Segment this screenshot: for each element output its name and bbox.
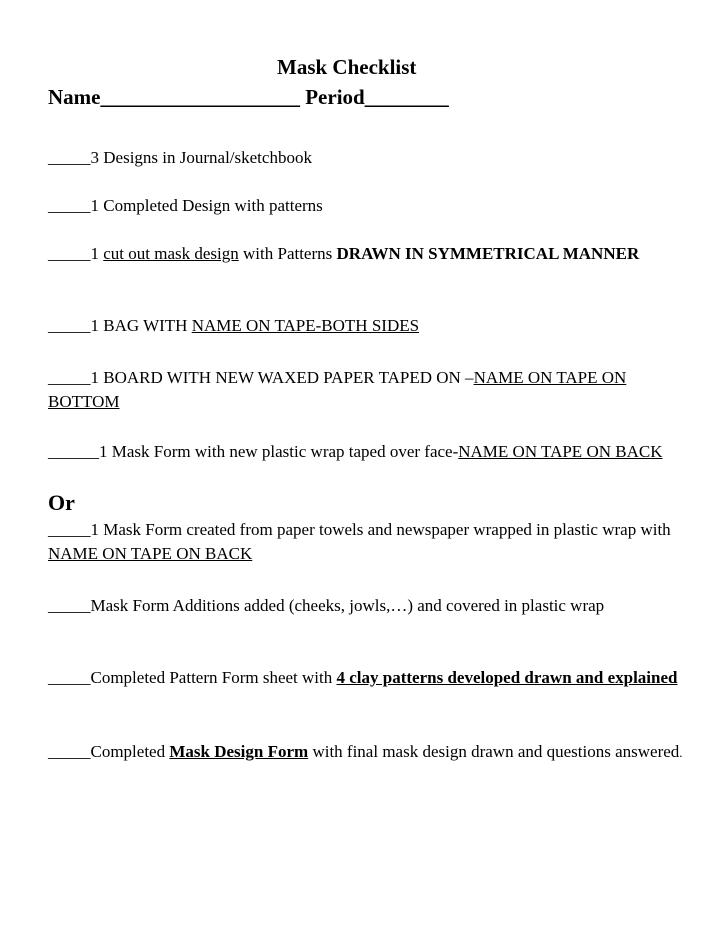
item-underlined-text: NAME ON TAPE ON BACK (458, 442, 663, 461)
checklist-item-mask-form-additions (48, 594, 688, 618)
name-period-line: Name___________________ Period________ (48, 85, 449, 109)
item-blank: _____ (48, 244, 91, 263)
item-blank: _____ (48, 148, 91, 167)
item-underlined-text: NAME ON TAPE ON BOTTOM (48, 368, 627, 411)
item-text: with final mask design drawn and questions answered (308, 742, 680, 761)
item-text: 1 Completed Design with patterns (90, 196, 323, 215)
item-text: 1 BAG WITH (90, 316, 192, 335)
item-blank: _____ (48, 520, 91, 539)
checklist-item-board (48, 366, 688, 414)
item-blank: _____ (48, 368, 91, 387)
item-text: Completed (90, 742, 170, 761)
item-text: 1 Mask Form with new plastic wrap taped over face- (99, 442, 459, 461)
item-bold-text: DRAWN IN SYMMETRICAL MANNER (336, 244, 640, 263)
item-text: Completed Pattern Form sheet with (90, 668, 337, 687)
item-text: with Patterns (238, 244, 337, 263)
checklist-item-cut-out-mask (48, 242, 688, 266)
item-blank: _____ (48, 742, 91, 761)
item-underlined-text: NAME ON TAPE-BOTH SIDES (191, 316, 420, 335)
item-bold-underlined-text: Mask Design Form (169, 742, 309, 761)
checklist-item-mask-design-form (48, 740, 688, 765)
item-blank: _____ (48, 596, 91, 615)
checklist-item-designs (48, 146, 688, 170)
item-underlined-text: cut out mask design (103, 244, 239, 263)
item-text: 3 Designs in Journal/sketchbook (90, 148, 312, 167)
item-blank: _____ (48, 196, 91, 215)
item-text: Mask Form Additions added (cheeks, jowls,…) and covered in plastic wrap (90, 596, 605, 615)
item-blank: _____ (48, 668, 91, 687)
checklist-item-completed-design (48, 194, 688, 218)
item-text: 1 (90, 244, 104, 263)
item-text: 1 BOARD WITH NEW WAXED PAPER TAPED ON – (90, 368, 474, 387)
item-blank: _____ (48, 316, 91, 335)
page-title: Mask Checklist (277, 55, 417, 79)
checklist-item-bag (48, 314, 688, 338)
item-bold-underlined-text: 4 clay patterns developed drawn and explained (336, 668, 678, 687)
checklist-item-mask-form-plastic (48, 440, 688, 464)
item-blank: ______ (48, 442, 99, 461)
item-text: 1 Mask Form created from paper towels and newspaper wrapped in plastic wrap with (90, 520, 671, 539)
checklist-item-pattern-form (48, 666, 688, 690)
item-underlined-text: NAME ON TAPE ON BACK (48, 544, 253, 563)
checklist-item-mask-form-paper (48, 518, 688, 566)
or-label: Or (48, 490, 75, 515)
item-period: . (679, 745, 683, 760)
